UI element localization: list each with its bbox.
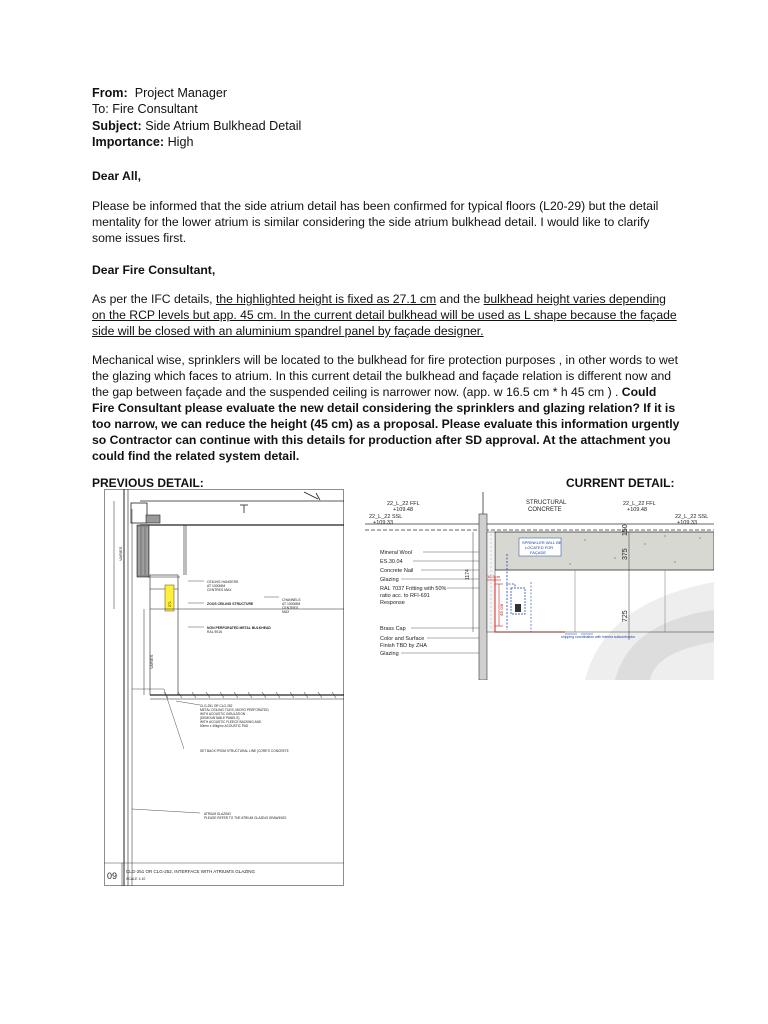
ceiling-hangers-centres-text: AT 1000MM <box>207 584 226 588</box>
greeting: Dear All, <box>92 169 141 183</box>
atrium-glazing-note: PLEASE REFER TO THE ATRIUM GLAZING DRAWINGS <box>204 816 287 820</box>
to-text: To: Fire Consultant <box>92 102 198 116</box>
varies-top-text: VARIES <box>118 546 123 561</box>
color-line-3: Glazing <box>380 651 399 657</box>
dim-45cm: 45 cm <box>499 603 504 616</box>
bulkhead-ral-text: RAL 9016 <box>207 630 222 634</box>
ceiling-hangers-text: CEILING HANGERS <box>207 580 239 584</box>
dim-150: 150 <box>622 524 629 536</box>
shipping-note: shipping coordination with interior subcontractor <box>561 635 636 639</box>
structural-label: STRUCTURAL <box>526 500 567 506</box>
clg-note-4: (DEMOUNTABLE PANELS) <box>200 716 240 720</box>
svg-text:271: 271 <box>168 601 172 607</box>
dim-375: 375 <box>622 548 629 560</box>
previous-detail-label: PREVIOUS DETAIL: <box>92 476 204 490</box>
ffl-left-label: 22_L_22 FFL <box>387 501 420 507</box>
channels-max-text: MAX <box>282 610 290 614</box>
ral-line-1: RAL 7037 Fritting with 50% <box>380 586 447 592</box>
detail-number: 09 <box>107 871 118 881</box>
glazing-label: Glazing <box>380 577 399 583</box>
greeting-fire-consultant: Dear Fire Consultant, <box>92 263 216 277</box>
brass-cap-label: Brass Cap <box>380 626 406 632</box>
atrium-glazing-text: ATRIUM GLAZING <box>204 812 231 816</box>
para2-bulkhead-note: bulkhead height varies depending on the RCP levels but app. 45 cm. In the current detail bulkhead will be used as L shape because the façade side will be closed with an aluminium spandrel panel by façade designer. <box>92 292 677 338</box>
clg-note-1: CLG-251 OR CLG-252 <box>200 704 233 708</box>
ssl-right-value: +109.33 <box>677 520 698 526</box>
paragraph-3 <box>92 352 682 464</box>
channels-at-text: AT 1000MM <box>282 602 301 606</box>
subject-label: Subject: <box>92 119 142 133</box>
channels-text: CHANNELS <box>282 598 301 602</box>
concrete-label: CONCRETE <box>528 507 562 513</box>
ffl-right-value: +109.48 <box>627 507 648 513</box>
sprinkler-line-3: FAÇADE <box>530 550 547 555</box>
dim-1174: 1174 <box>465 569 471 580</box>
concrete-nail-label: Concrete Nail <box>380 568 414 574</box>
para2-intro: As per the IFC details, <box>92 292 216 306</box>
dim-725: 725 <box>622 610 629 622</box>
paragraph-2 <box>92 291 682 339</box>
mineral-wool-label: Mineral Wool <box>380 550 412 556</box>
setback-text: SET BACK FROM STRUCTURAL LINE (CORE'S CONCRETE <box>200 749 289 753</box>
subject-line <box>92 118 301 134</box>
color-line-1: Color and Surface <box>380 636 425 642</box>
to-line <box>92 101 198 117</box>
sprinkler-line-1: SPRINKLER WILL BE <box>522 540 562 545</box>
channels-centres-text: CENTRES <box>282 606 299 610</box>
ssl-left-value: +109.33 <box>373 520 394 526</box>
color-line-2: Finish TBD by ZHA <box>380 643 427 649</box>
current-detail-label: CURRENT DETAIL: <box>566 476 675 490</box>
para2-mid: and the <box>436 292 484 306</box>
importance-line <box>92 134 193 150</box>
facade-mullion <box>479 514 487 680</box>
dim-16-5cm: 16.5cm <box>487 574 501 579</box>
para3-request: Could Fire Consultant please evaluate the new detail considering the sprinklers and glazing relation? If it is too narrow, we can reduce the height (45 cm) as a proposal. Please evaluate this information urgently so Contractor can continue with this details for production after SD approval. At the attachment you could find the related system detail. <box>92 385 680 463</box>
importance-value: High <box>167 135 194 149</box>
ssl-right-label: 22_L_22 SSL <box>675 514 709 520</box>
detail-title: CLG-251 OR CLG-252, INTERFACE WITH ATRIUM'S GLAZING <box>126 869 256 874</box>
ral-line-3: Response <box>380 600 405 606</box>
importance-label: Importance: <box>92 135 165 149</box>
clg-note-6: 50mm x 40kg/m³ ACOUSTIC PAD <box>200 724 249 728</box>
detail-scale: SCALE 1:10 <box>126 877 146 881</box>
para2-highlight-height: the highlighted height is fixed as 27.1 cm <box>215 292 437 306</box>
bulkhead-text: NON PERFORATED METAL BULKHEAD <box>207 626 271 630</box>
from-value: Project Manager <box>134 86 228 100</box>
para3-normal: Mechanical wise, sprinklers will be located to the bulkhead for fire protection purposes , in other words to wet the glazing which faces to atrium. In this current detail the bulkhead and façade relation is different now and the gap between façade and the suspended ceiling is narrower now. (app. w 16.5 cm * h 45 cm ) . <box>92 353 678 399</box>
paragraph-1: Please be informed that the side atrium detail has been confirmed for typical floors (L20-29) but the detail mentality for the lower atrium is similar considering the side atrium bulkhead detail. I would like to clarify some issues first. <box>92 199 659 245</box>
ffl-left-value: +109.48 <box>393 507 414 513</box>
ceiling-structure-text: ZOOS CEILING STRUCTURE <box>207 602 254 606</box>
ssl-left-label: 22_L_22 SSL <box>369 514 403 520</box>
from-label: From: <box>92 86 128 100</box>
es-code-label: ES.30.04 <box>380 559 403 565</box>
previous-detail-drawing <box>104 489 344 886</box>
clg-note-2: METAL CEILING TILES, MICRO PERFORATED, <box>200 708 270 712</box>
sprinkler-line-2: LOCATED FOR <box>525 545 554 550</box>
clg-note-5: WITH ACOUSTIC FLEECE BACKING AND <box>200 720 262 724</box>
ffl-right-label: 22_L_22 FFL <box>623 501 656 507</box>
ceiling-hangers-max-text: CENTRES MAX <box>207 588 232 592</box>
clg-note-3: WITH ACOUSTIC INSULATION <box>200 712 246 716</box>
from-line <box>92 85 227 101</box>
current-detail-drawing <box>365 492 714 680</box>
ral-line-2: ratio acc. to RFI-691 <box>380 593 430 599</box>
varies-mid-text: VARIES <box>149 654 154 669</box>
subject-value: Side Atrium Bulkhead Detail <box>145 119 302 133</box>
